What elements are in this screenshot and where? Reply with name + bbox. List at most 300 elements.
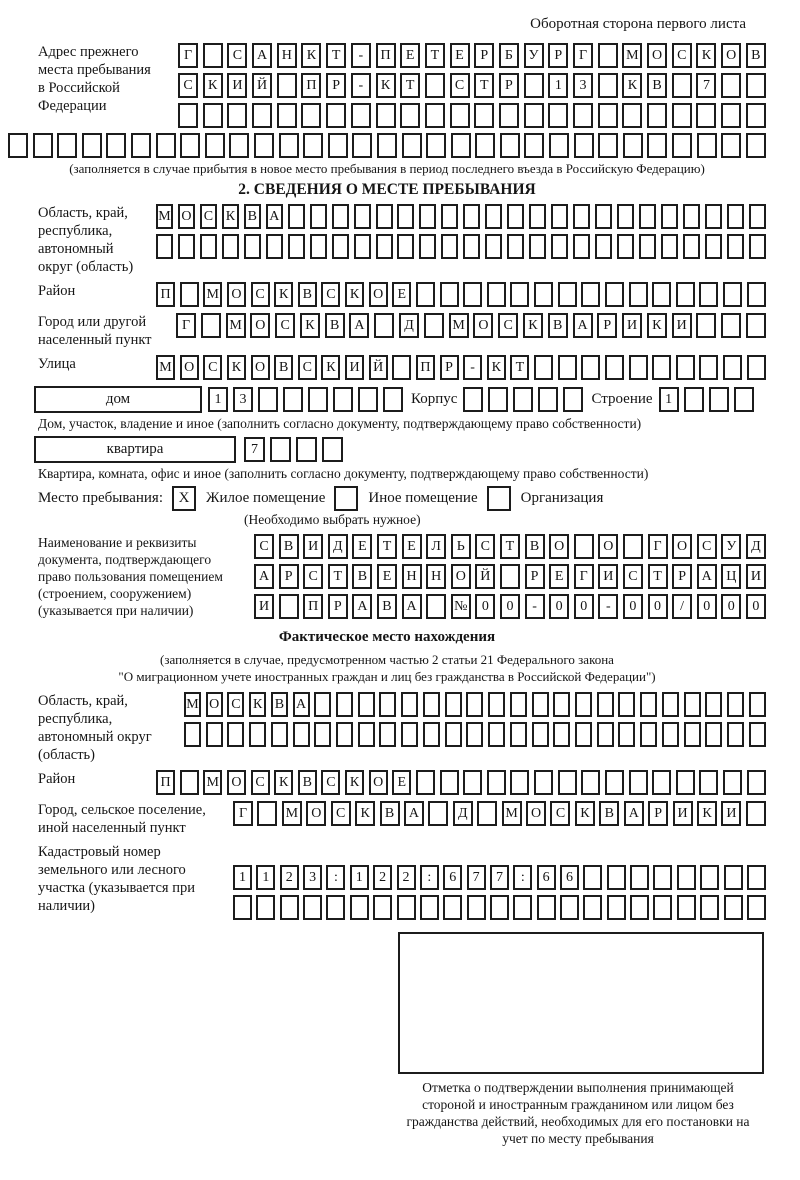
char-box (487, 282, 506, 307)
char-box: - (525, 594, 545, 619)
char-box (598, 133, 618, 158)
char-box: : (326, 865, 345, 890)
char-box (419, 234, 436, 259)
char-box (358, 387, 378, 412)
char-box: М (622, 43, 642, 68)
char-box (640, 692, 657, 717)
char-box: К (376, 73, 396, 98)
char-box: Г (574, 564, 594, 589)
street-block (8, 355, 766, 380)
document-label: Наименование и реквизиты документа, подтверждающего право пользования помещением (строением, сооружением) (указывается при наличии) (38, 535, 223, 618)
char-box: С (303, 564, 323, 589)
char-box (257, 801, 277, 826)
cadastral-row-1 (233, 865, 766, 890)
actual-city-block (8, 801, 766, 837)
char-box (605, 770, 624, 795)
char-box (662, 722, 679, 747)
house-type-box (34, 386, 202, 413)
char-box (676, 770, 695, 795)
char-box (705, 234, 722, 259)
char-box (653, 895, 672, 920)
char-box (747, 895, 766, 920)
char-box (699, 355, 718, 380)
char-box: С (321, 770, 340, 795)
char-box (749, 722, 766, 747)
char-box: В (380, 801, 400, 826)
char-box: И (254, 594, 274, 619)
street-row (156, 355, 766, 380)
char-box: Т (648, 564, 668, 589)
actual-region-grid (184, 692, 766, 747)
char-box: Р (648, 801, 668, 826)
char-box (441, 234, 458, 259)
char-box (332, 234, 349, 259)
document-row-2 (254, 564, 766, 589)
char-box (57, 133, 77, 158)
char-box (488, 692, 505, 717)
char-box: С (697, 534, 717, 559)
char-box: М (156, 204, 173, 229)
char-box (723, 282, 742, 307)
char-box: И (598, 564, 618, 589)
char-box (332, 204, 349, 229)
char-box: И (672, 313, 692, 338)
city-row (176, 313, 766, 338)
char-box: 0 (549, 594, 569, 619)
prev-address-row-4 (8, 133, 766, 158)
char-box: К (321, 355, 340, 380)
char-box (376, 204, 393, 229)
char-box (314, 722, 331, 747)
char-box (581, 355, 600, 380)
char-box: К (523, 313, 543, 338)
char-box (684, 692, 701, 717)
char-box: К (203, 73, 223, 98)
char-box (426, 133, 446, 158)
char-box: Г (648, 534, 668, 559)
char-box: 3 (573, 73, 593, 98)
char-box (252, 103, 272, 128)
char-box: С (298, 355, 317, 380)
char-box: Й (475, 564, 495, 589)
char-box (373, 895, 392, 920)
char-box: С (203, 355, 222, 380)
char-box: Р (440, 355, 459, 380)
char-box: 0 (746, 594, 766, 619)
char-box: Н (402, 564, 422, 589)
char-box (402, 133, 422, 158)
char-box: В (647, 73, 667, 98)
actual-district-row (156, 770, 766, 795)
char-box (747, 865, 766, 890)
prev-address-label (8, 43, 178, 115)
char-box (639, 234, 656, 259)
korpus-cells (463, 387, 583, 412)
region-block (8, 204, 766, 276)
char-box: К (575, 801, 595, 826)
char-box (553, 722, 570, 747)
char-box: И (746, 564, 766, 589)
char-box (683, 204, 700, 229)
char-box (82, 133, 102, 158)
char-box (699, 282, 718, 307)
char-box: К (227, 355, 246, 380)
char-box: И (303, 534, 323, 559)
char-box (379, 722, 396, 747)
char-box (623, 534, 643, 559)
char-box (746, 103, 766, 128)
char-box (558, 282, 577, 307)
char-box (485, 234, 502, 259)
char-box (379, 692, 396, 717)
actual-district-label: Район (38, 771, 76, 787)
char-box: В (325, 313, 345, 338)
char-box: О (672, 534, 692, 559)
city-block (8, 313, 766, 349)
char-box: В (274, 355, 293, 380)
char-box: Е (392, 770, 411, 795)
char-box: Т (474, 73, 494, 98)
char-box: 0 (475, 594, 495, 619)
char-box (723, 770, 742, 795)
char-box: 0 (648, 594, 668, 619)
char-box (445, 692, 462, 717)
char-box (700, 895, 719, 920)
char-box: Л (426, 534, 446, 559)
char-box (203, 103, 223, 128)
char-box: Е (352, 534, 372, 559)
char-box (33, 133, 53, 158)
stay-option-organization: Организация (520, 490, 604, 506)
char-box (696, 103, 716, 128)
char-box (401, 722, 418, 747)
char-box: П (156, 770, 175, 795)
house-row (34, 386, 766, 413)
char-box (553, 692, 570, 717)
char-box (397, 895, 416, 920)
char-box (106, 133, 126, 158)
actual-region-row-2 (184, 722, 766, 747)
char-box (397, 234, 414, 259)
char-box: / (672, 594, 692, 619)
char-box: С (331, 801, 351, 826)
char-box: 7 (490, 865, 509, 890)
char-box (296, 437, 317, 462)
char-box (280, 895, 299, 920)
char-box: К (274, 282, 293, 307)
char-box (683, 234, 700, 259)
char-box (672, 73, 692, 98)
cadastral-row-2 (233, 895, 766, 920)
char-box: Й (252, 73, 272, 98)
char-box (684, 387, 704, 412)
char-box: С (200, 204, 217, 229)
char-box (560, 895, 579, 920)
char-box: Р (474, 43, 494, 68)
char-box: В (279, 534, 299, 559)
char-box (200, 234, 217, 259)
char-box (451, 133, 471, 158)
char-box (463, 204, 480, 229)
char-box (467, 895, 486, 920)
actual-location-title: Фактическое место нахождения (278, 629, 496, 645)
char-box: К (622, 73, 642, 98)
char-box (595, 204, 612, 229)
char-box: П (301, 73, 321, 98)
char-box (303, 133, 323, 158)
document-grid (254, 534, 766, 619)
char-box: Е (549, 564, 569, 589)
char-box: В (298, 282, 317, 307)
char-box: 0 (623, 594, 643, 619)
char-box: М (226, 313, 246, 338)
char-box (639, 204, 656, 229)
stamp-note: Отметка о подтверждении выполнения принимающей стороной и иностранным гражданином или лицом без гражданства действий, необходимых для его постановки на учет по месту пребывания (406, 1080, 750, 1146)
char-box (249, 722, 266, 747)
char-box: Р (328, 594, 348, 619)
char-box (499, 103, 519, 128)
char-box: В (298, 770, 317, 795)
char-box: Ь (451, 534, 471, 559)
char-box (662, 692, 679, 717)
region-label: Область, край, республика, автономный округ (область) (38, 205, 134, 275)
char-box (583, 895, 602, 920)
char-box (623, 133, 643, 158)
cadastral-block (8, 843, 766, 920)
char-box: О (227, 770, 246, 795)
char-box (156, 133, 176, 158)
char-box: В (271, 692, 288, 717)
char-box: К (696, 43, 716, 68)
char-box (622, 103, 642, 128)
cadastral-grid (233, 865, 766, 920)
char-box (303, 895, 322, 920)
char-box (727, 204, 744, 229)
char-box: В (377, 594, 397, 619)
char-box: 2 (373, 865, 392, 890)
char-box: 1 (659, 387, 679, 412)
district-label: Район (38, 283, 76, 299)
char-box: С (475, 534, 495, 559)
char-box (721, 313, 741, 338)
char-box (532, 692, 549, 717)
char-box (283, 387, 303, 412)
actual-city-label: Город, сельское поселение, иной населенный пункт (38, 802, 206, 836)
char-box (466, 692, 483, 717)
char-box (749, 692, 766, 717)
char-box (222, 234, 239, 259)
prev-address-note: (заполняется в случае прибытия в новое место пребывания в период последнего въезда в Российскую Федерацию) (69, 161, 705, 176)
char-box (277, 103, 297, 128)
char-box: М (282, 801, 302, 826)
char-box: О (227, 282, 246, 307)
char-box (205, 133, 225, 158)
char-box (595, 234, 612, 259)
char-box (534, 770, 553, 795)
char-box: 1 (208, 387, 228, 412)
char-box (529, 234, 546, 259)
actual-region-row-1 (184, 692, 766, 717)
char-box (466, 722, 483, 747)
char-box: Т (328, 564, 348, 589)
char-box (440, 770, 459, 795)
char-box (507, 234, 524, 259)
char-box: С (672, 43, 692, 68)
document-row-3 (254, 594, 766, 619)
char-box (301, 103, 321, 128)
char-box: 7 (696, 73, 716, 98)
stay-option-other: Иное помещение (368, 490, 478, 506)
char-box: К (301, 43, 321, 68)
actual-location-note-1: (заполняется в случае, предусмотренном частью 2 статьи 21 Федерального закона (160, 652, 614, 667)
char-box (463, 234, 480, 259)
char-box: - (463, 355, 482, 380)
char-box: С (251, 282, 270, 307)
cadastral-label: Кадастровый номер земельного или лесного участка (указывается при наличии) (38, 844, 195, 914)
char-box (425, 103, 445, 128)
char-box (672, 103, 692, 128)
char-box (279, 133, 299, 158)
char-box (443, 895, 462, 920)
char-box: 0 (721, 594, 741, 619)
char-box (749, 234, 766, 259)
char-box: О (251, 355, 270, 380)
char-box (629, 770, 648, 795)
char-box (537, 895, 556, 920)
char-box: Н (426, 564, 446, 589)
char-box (672, 133, 692, 158)
stay-option-residential: Жилое помещение (206, 490, 326, 506)
house-number-cells (208, 387, 403, 412)
char-box: С (498, 313, 518, 338)
char-box (746, 73, 766, 98)
char-box: К (249, 692, 266, 717)
char-box (723, 355, 742, 380)
char-box: М (449, 313, 469, 338)
char-box: О (721, 43, 741, 68)
char-box (131, 133, 151, 158)
char-box: К (355, 801, 375, 826)
char-box (652, 770, 671, 795)
char-box (244, 234, 261, 259)
char-box (548, 103, 568, 128)
char-box: - (351, 73, 371, 98)
char-box (156, 234, 173, 259)
char-box (333, 387, 353, 412)
char-box: О (473, 313, 493, 338)
char-box (617, 204, 634, 229)
apartment-note: Квартира, комната, офис и иное (заполнить согласно документу, подтверждающему право собственности) (38, 466, 649, 481)
char-box: 2 (280, 865, 299, 890)
char-box (583, 865, 602, 890)
char-box: Е (402, 534, 422, 559)
char-box (426, 594, 446, 619)
char-box: О (369, 282, 388, 307)
char-box (630, 865, 649, 890)
char-box: 6 (537, 865, 556, 890)
char-box (400, 103, 420, 128)
prev-address-label-text: Адрес прежнего места пребывания в Российской Федерации (38, 44, 151, 114)
actual-city-row (233, 801, 766, 826)
char-box (500, 564, 520, 589)
char-box (630, 895, 649, 920)
apartment-type-box (34, 436, 236, 463)
char-box (749, 204, 766, 229)
char-box (423, 692, 440, 717)
char-box: К (222, 204, 239, 229)
char-box (558, 770, 577, 795)
document-row-1 (254, 534, 766, 559)
prev-address-row-1 (178, 43, 766, 68)
char-box: 6 (443, 865, 462, 890)
char-box (445, 722, 462, 747)
char-box (574, 133, 594, 158)
char-box (351, 103, 371, 128)
char-box (534, 355, 553, 380)
char-box (420, 895, 439, 920)
char-box (288, 234, 305, 259)
char-box (352, 133, 372, 158)
char-box: Т (500, 534, 520, 559)
char-box: К (300, 313, 320, 338)
char-box (697, 133, 717, 158)
char-box (598, 103, 618, 128)
char-box: М (156, 355, 175, 380)
char-box: Е (392, 282, 411, 307)
char-box (326, 103, 346, 128)
char-box: : (420, 865, 439, 890)
char-box (488, 722, 505, 747)
char-box (724, 895, 743, 920)
char-box: О (180, 355, 199, 380)
char-box (440, 282, 459, 307)
char-box (510, 770, 529, 795)
char-box (705, 722, 722, 747)
char-box: Т (510, 355, 529, 380)
char-box (598, 73, 618, 98)
char-box: М (203, 282, 222, 307)
char-box: А (624, 801, 644, 826)
char-box (734, 387, 754, 412)
document-block (8, 534, 766, 619)
char-box: П (416, 355, 435, 380)
char-box (677, 895, 696, 920)
char-box: Д (328, 534, 348, 559)
char-box (271, 722, 288, 747)
char-box: В (548, 313, 568, 338)
char-box (510, 722, 527, 747)
char-box: О (549, 534, 569, 559)
char-box: В (599, 801, 619, 826)
char-box (574, 534, 594, 559)
char-box (676, 282, 695, 307)
char-box: Р (672, 564, 692, 589)
char-box (676, 355, 695, 380)
char-box (423, 722, 440, 747)
char-box: С (227, 43, 247, 68)
char-box (419, 204, 436, 229)
char-box: С (178, 73, 198, 98)
char-box (598, 43, 618, 68)
char-box: : (513, 865, 532, 890)
char-box: О (250, 313, 270, 338)
char-box (647, 133, 667, 158)
char-box: К (345, 282, 364, 307)
actual-region-label: Область, край, республика, автономный округ (область) (38, 693, 152, 763)
char-box (178, 103, 198, 128)
char-box (746, 133, 766, 158)
char-box: 0 (574, 594, 594, 619)
